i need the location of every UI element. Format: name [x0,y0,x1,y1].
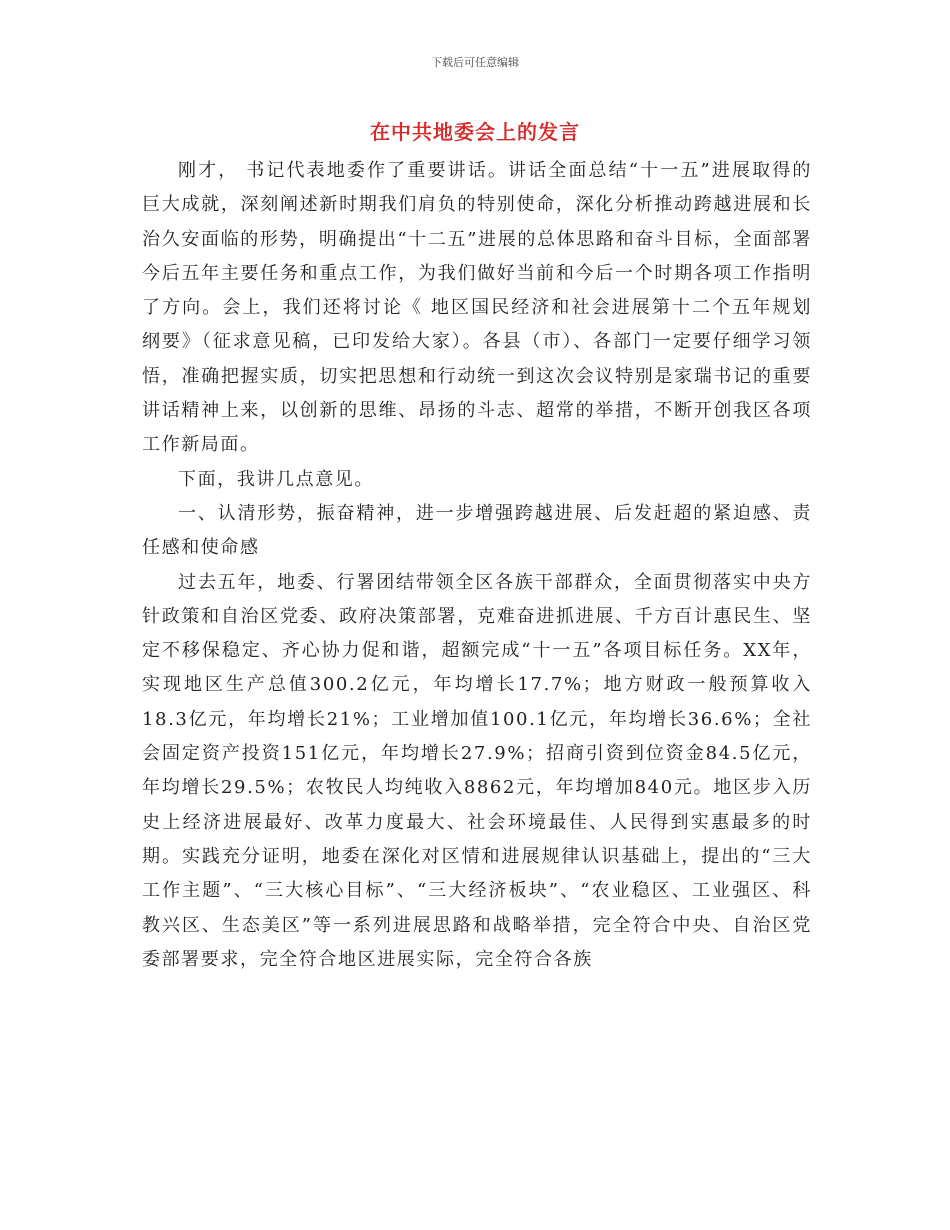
paragraph-intro: 下面，我讲几点意见。 [178,468,374,490]
section-heading-1: 一、认清形势，振奋精神，进一步增强跨越进展、后发赶超的紧迫感、责任感和使命感 [142,502,812,559]
paragraph-review: 过去五年，地委、行署团结带领全区各族干部群众，全面贯彻落实中央方针政策和自治区党委、政府决策部署，克难奋进抓进展、千方百计惠民生、坚定不移保稳定、齐心协力促和谐，超额完成“十一五”各项目标任务。XX年，实现地区生产总值300.2亿元，年均增长17.7%；地方财政一般预算收入18.3亿元，年均增长21%；工业增加值100.1亿元，年均增长36.6%；全社会固定资产投资151亿元，年均增长27.9%；招商引资到位资金84.5亿元，年均增长29.5%；农牧民人均纯收入8862元，年均增加840元。地区步入历史上经济进展最好、改革力度最大、社会环境最佳、人民得到实惠最多的时期。实践充分证明，地委在深化对区情和进展规律认识基础上，提出的“三大工作主题”、“三大核心目标”、“三大经济板块”、“农业稳区、工业强区、科教兴区、生态美区”等一系列进展思路和战略举措，完全符合中央、自治区党委部署要求，完全符合地区进展实际，完全符合各族 [142,571,812,970]
page-header-note: 下载后可任意编辑 [431,56,519,69]
document-title: 在中共地委会上的发言 [370,120,580,144]
paragraph-opening: 刚才， 书记代表地委作了重要讲话。讲话全面总结“十一五”进展取得的巨大成就，深刻阐述新时期我们肩负的特别使命，深化分析推动跨越进展和长治久安面临的形势，明确提出“十二五”进展的总体思路和奋斗目标，全面部署今后五年主要任务和重点工作，为我们做好当前和今后一个时期各项工作指明了方向。会上，我们还将讨论《 地区国民经济和社会进展第十二个五年规划纲要》（征求意见稿，已印发给大家）。各县（市）、各部门一定要仔细学习领悟，准确把握实质，切实把思想和行动统一到这次会议特别是家瑞书记的重要讲话精神上来，以创新的思维、昂扬的斗志、超常的举措，不断开创我区各项工作新局面。 [142,160,812,456]
document-body [142,154,812,977]
